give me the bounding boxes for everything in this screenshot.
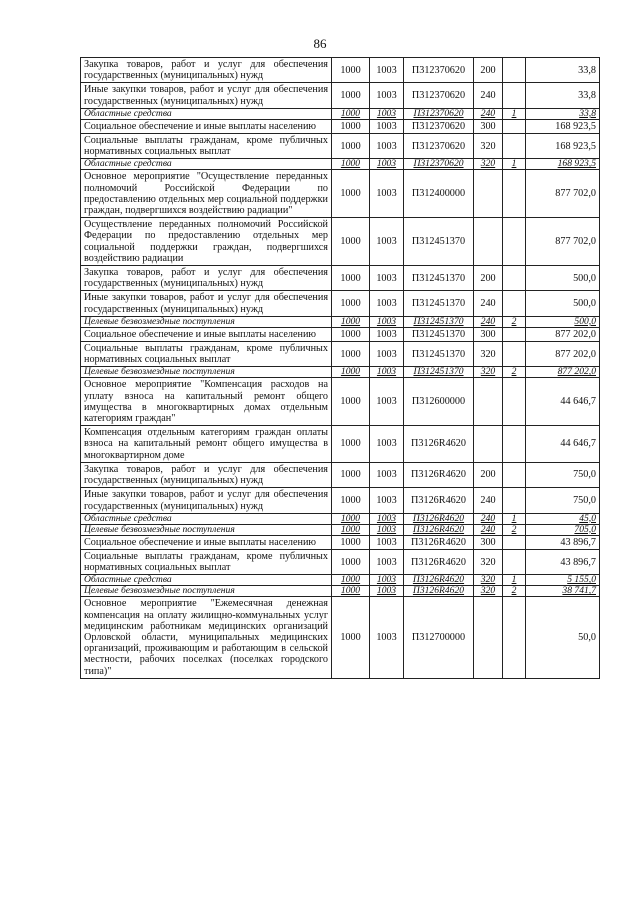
row-subsection: 1003	[370, 426, 404, 463]
row-amount: 500,0	[526, 291, 600, 316]
row-expense-type: 200	[474, 462, 503, 487]
row-expense-type: 200	[474, 266, 503, 291]
row-funding-source: 1	[503, 513, 526, 524]
row-funding-source	[503, 134, 526, 159]
row-section: 1000	[332, 597, 370, 678]
row-expense-type: 300	[474, 327, 503, 341]
row-name: Целевые безвозмездные поступления	[81, 316, 332, 327]
row-subsection: 1003	[370, 462, 404, 487]
row-name: Социальное обеспечение и иные выплаты населению	[81, 327, 332, 341]
row-funding-source	[503, 218, 526, 266]
row-section: 1000	[332, 367, 370, 378]
table-row	[81, 378, 600, 426]
row-section: 1000	[332, 170, 370, 218]
row-amount: 33,8	[526, 83, 600, 108]
row-section: 1000	[332, 488, 370, 513]
row-amount: 33,8	[526, 108, 600, 119]
row-name: Целевые безвозмездные поступления	[81, 367, 332, 378]
row-section: 1000	[332, 462, 370, 487]
table-row	[81, 316, 600, 327]
table-row	[81, 462, 600, 487]
table-row	[81, 291, 600, 316]
row-expense-type: 320	[474, 575, 503, 586]
row-target-article: П312451370	[404, 266, 474, 291]
row-amount: 750,0	[526, 462, 600, 487]
row-amount: 5 155,0	[526, 575, 600, 586]
row-name: Целевые безвозмездные поступления	[81, 586, 332, 597]
row-funding-source	[503, 291, 526, 316]
row-name: Социальное обеспечение и иные выплаты населению	[81, 119, 332, 133]
row-name: Областные средства	[81, 513, 332, 524]
row-amount: 500,0	[526, 266, 600, 291]
row-target-article: П312451370	[404, 327, 474, 341]
row-target-article: П3126R4620	[404, 513, 474, 524]
row-subsection: 1003	[370, 378, 404, 426]
row-amount: 44 646,7	[526, 426, 600, 463]
row-name: Компенсация отдельным категориям граждан оплаты взноса на капитальный ремонт общего имущества в многоквартирном доме	[81, 426, 332, 463]
row-name: Основное мероприятие "Компенсация расходов на уплату взноса на капитальный ремонт общего имущества в многоквартирных домах отдельным категориям граждан"	[81, 378, 332, 426]
row-subsection: 1003	[370, 367, 404, 378]
row-target-article: П312370620	[404, 134, 474, 159]
table-row	[81, 597, 600, 678]
row-funding-source	[503, 426, 526, 463]
row-section: 1000	[332, 535, 370, 549]
row-section: 1000	[332, 524, 370, 535]
row-target-article: П3126R4620	[404, 549, 474, 574]
row-expense-type: 240	[474, 316, 503, 327]
row-expense-type	[474, 426, 503, 463]
row-target-article: П312700000	[404, 597, 474, 678]
row-expense-type	[474, 597, 503, 678]
row-amount: 43 896,7	[526, 549, 600, 574]
row-expense-type: 320	[474, 159, 503, 170]
row-target-article: П3126R4620	[404, 462, 474, 487]
row-name: Социальные выплаты гражданам, кроме публичных нормативных социальных выплат	[81, 342, 332, 367]
row-subsection: 1003	[370, 266, 404, 291]
row-expense-type: 240	[474, 108, 503, 119]
row-section: 1000	[332, 58, 370, 83]
row-target-article: П312451370	[404, 342, 474, 367]
row-subsection: 1003	[370, 342, 404, 367]
row-subsection: 1003	[370, 597, 404, 678]
row-expense-type: 240	[474, 488, 503, 513]
row-name: Основное мероприятие "Осуществление переданных полномочий Российской Федерации по предоставлению отдельных мер социальной поддержки граждан, подвергшихся воздействию радиации"	[81, 170, 332, 218]
row-section: 1000	[332, 159, 370, 170]
row-name: Социальные выплаты гражданам, кроме публичных нормативных социальных выплат	[81, 549, 332, 574]
row-subsection: 1003	[370, 327, 404, 341]
row-section: 1000	[332, 134, 370, 159]
row-section: 1000	[332, 378, 370, 426]
row-target-article: П312370620	[404, 159, 474, 170]
table-row	[81, 342, 600, 367]
row-name: Закупка товаров, работ и услуг для обеспечения государственных (муниципальных) нужд	[81, 266, 332, 291]
row-target-article: П312451370	[404, 316, 474, 327]
row-section: 1000	[332, 316, 370, 327]
row-funding-source: 1	[503, 159, 526, 170]
row-amount: 877 202,0	[526, 367, 600, 378]
row-funding-source: 2	[503, 316, 526, 327]
row-target-article: П3126R4620	[404, 488, 474, 513]
row-amount: 500,0	[526, 316, 600, 327]
row-funding-source	[503, 488, 526, 513]
row-target-article: П312600000	[404, 378, 474, 426]
row-amount: 877 202,0	[526, 342, 600, 367]
row-subsection: 1003	[370, 291, 404, 316]
table-row	[81, 266, 600, 291]
row-expense-type: 300	[474, 535, 503, 549]
row-section: 1000	[332, 327, 370, 341]
table-row	[81, 535, 600, 549]
row-subsection: 1003	[370, 134, 404, 159]
row-funding-source	[503, 378, 526, 426]
row-amount: 168 923,5	[526, 119, 600, 133]
row-expense-type	[474, 170, 503, 218]
row-expense-type: 240	[474, 513, 503, 524]
row-section: 1000	[332, 266, 370, 291]
table-row	[81, 134, 600, 159]
row-section: 1000	[332, 342, 370, 367]
table-row	[81, 159, 600, 170]
row-subsection: 1003	[370, 513, 404, 524]
row-subsection: 1003	[370, 119, 404, 133]
row-name: Областные средства	[81, 159, 332, 170]
row-subsection: 1003	[370, 586, 404, 597]
row-amount: 44 646,7	[526, 378, 600, 426]
row-subsection: 1003	[370, 170, 404, 218]
row-funding-source: 2	[503, 524, 526, 535]
row-section: 1000	[332, 291, 370, 316]
table-row	[81, 513, 600, 524]
row-expense-type: 320	[474, 586, 503, 597]
row-subsection: 1003	[370, 58, 404, 83]
row-expense-type	[474, 378, 503, 426]
budget-table	[80, 57, 600, 679]
table-row	[81, 108, 600, 119]
table-row	[81, 549, 600, 574]
table-row	[81, 575, 600, 586]
row-subsection: 1003	[370, 575, 404, 586]
row-expense-type: 240	[474, 83, 503, 108]
row-funding-source	[503, 327, 526, 341]
row-expense-type: 320	[474, 549, 503, 574]
row-subsection: 1003	[370, 159, 404, 170]
row-section: 1000	[332, 108, 370, 119]
row-subsection: 1003	[370, 524, 404, 535]
row-target-article: П312451370	[404, 367, 474, 378]
row-section: 1000	[332, 513, 370, 524]
row-subsection: 1003	[370, 218, 404, 266]
row-funding-source	[503, 535, 526, 549]
row-section: 1000	[332, 549, 370, 574]
row-expense-type: 240	[474, 524, 503, 535]
row-subsection: 1003	[370, 488, 404, 513]
row-target-article: П312370620	[404, 119, 474, 133]
row-funding-source	[503, 549, 526, 574]
row-amount: 705,0	[526, 524, 600, 535]
row-target-article: П312370620	[404, 108, 474, 119]
table-row	[81, 218, 600, 266]
row-expense-type: 320	[474, 342, 503, 367]
row-amount: 750,0	[526, 488, 600, 513]
row-funding-source	[503, 83, 526, 108]
row-expense-type: 320	[474, 367, 503, 378]
row-expense-type	[474, 218, 503, 266]
row-name: Социальные выплаты гражданам, кроме публичных нормативных социальных выплат	[81, 134, 332, 159]
row-subsection: 1003	[370, 535, 404, 549]
row-name: Социальное обеспечение и иные выплаты населению	[81, 535, 332, 549]
row-amount: 33,8	[526, 58, 600, 83]
row-target-article: П312370620	[404, 58, 474, 83]
table-row	[81, 524, 600, 535]
row-funding-source: 2	[503, 367, 526, 378]
row-subsection: 1003	[370, 83, 404, 108]
row-name: Областные средства	[81, 108, 332, 119]
table-row	[81, 488, 600, 513]
row-section: 1000	[332, 586, 370, 597]
row-amount: 877 702,0	[526, 170, 600, 218]
row-subsection: 1003	[370, 316, 404, 327]
row-section: 1000	[332, 426, 370, 463]
row-funding-source: 1	[503, 575, 526, 586]
row-amount: 38 741,7	[526, 586, 600, 597]
row-funding-source	[503, 597, 526, 678]
row-section: 1000	[332, 218, 370, 266]
row-amount: 43 896,7	[526, 535, 600, 549]
page-number: 86	[313, 36, 327, 51]
table-row	[81, 327, 600, 341]
table-row	[81, 58, 600, 83]
row-target-article: П3126R4620	[404, 586, 474, 597]
row-name: Основное мероприятие "Ежемесячная денежная компенсация на оплату жилищно-коммунальных услуг медицинским работникам медицинских организаций Орловской области, муниципальных медицинских организаций, проживающим и работающим в сельской местности, рабочих поселках (поселках городского типа)"	[81, 597, 332, 678]
row-amount: 45,0	[526, 513, 600, 524]
row-amount: 168 923,5	[526, 159, 600, 170]
row-amount: 50,0	[526, 597, 600, 678]
table-row	[81, 83, 600, 108]
row-target-article: П312451370	[404, 218, 474, 266]
row-name: Иные закупки товаров, работ и услуг для обеспечения государственных (муниципальных) нужд	[81, 83, 332, 108]
row-section: 1000	[332, 83, 370, 108]
row-section: 1000	[332, 575, 370, 586]
row-name: Осуществление переданных полномочий Российской Федерации по предоставлению отдельных мер социальной поддержки граждан, подвергшихся воздействию радиации	[81, 218, 332, 266]
row-target-article: П312400000	[404, 170, 474, 218]
row-expense-type: 240	[474, 291, 503, 316]
row-funding-source: 2	[503, 586, 526, 597]
table-row	[81, 170, 600, 218]
row-amount: 877 202,0	[526, 327, 600, 341]
row-target-article: П3126R4620	[404, 535, 474, 549]
row-amount: 168 923,5	[526, 134, 600, 159]
row-funding-source	[503, 170, 526, 218]
row-expense-type: 300	[474, 119, 503, 133]
row-target-article: П3126R4620	[404, 524, 474, 535]
row-funding-source	[503, 462, 526, 487]
table-row	[81, 426, 600, 463]
row-name: Иные закупки товаров, работ и услуг для обеспечения государственных (муниципальных) нужд	[81, 291, 332, 316]
row-funding-source	[503, 266, 526, 291]
row-funding-source: 1	[503, 108, 526, 119]
row-name: Областные средства	[81, 575, 332, 586]
row-name: Закупка товаров, работ и услуг для обеспечения государственных (муниципальных) нужд	[81, 462, 332, 487]
table-row	[81, 119, 600, 133]
row-name: Закупка товаров, работ и услуг для обеспечения государственных (муниципальных) нужд	[81, 58, 332, 83]
row-target-article: П3126R4620	[404, 426, 474, 463]
row-subsection: 1003	[370, 549, 404, 574]
row-name: Иные закупки товаров, работ и услуг для обеспечения государственных (муниципальных) нужд	[81, 488, 332, 513]
row-expense-type: 320	[474, 134, 503, 159]
row-funding-source	[503, 58, 526, 83]
row-target-article: П3126R4620	[404, 575, 474, 586]
row-section: 1000	[332, 119, 370, 133]
row-amount: 877 702,0	[526, 218, 600, 266]
row-target-article: П312370620	[404, 83, 474, 108]
row-expense-type: 200	[474, 58, 503, 83]
row-funding-source	[503, 119, 526, 133]
row-funding-source	[503, 342, 526, 367]
row-subsection: 1003	[370, 108, 404, 119]
table-row	[81, 367, 600, 378]
table-row	[81, 586, 600, 597]
row-name: Целевые безвозмездные поступления	[81, 524, 332, 535]
row-target-article: П312451370	[404, 291, 474, 316]
